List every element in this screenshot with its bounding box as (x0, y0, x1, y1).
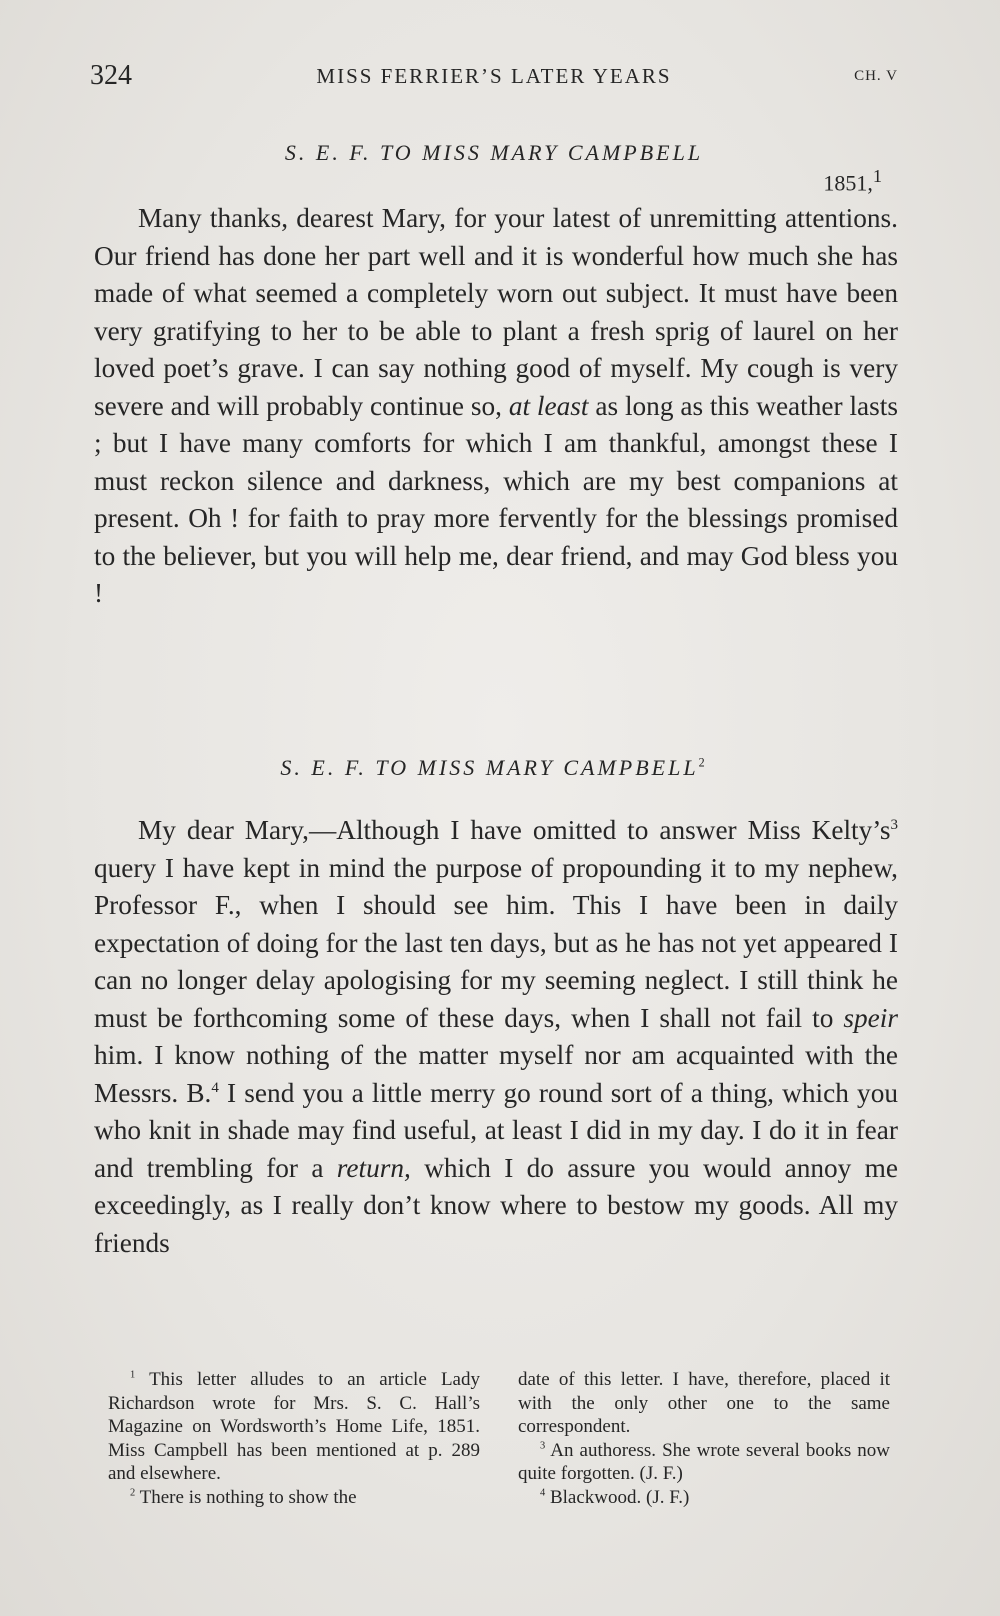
footnotes-right-column (518, 1368, 890, 1509)
emphasis-return: return, (336, 1152, 411, 1183)
letter2-body: My dear Mary,—Although I have omitted to answer Miss $Kelty’s^3$ query I have kept in mind the purpose of propounding it to my nephew, Professor F., when I should see him. This I have been in daily expectation of doing for the last ten days, but as he has not yet appeared I can no longer delay apologising for my seeming neglect. I still think he must be forthcoming some of these days, when I shall not fail to speir him. I know nothing of the matter myself nor am acquainted with the Messrs. B.$^4$ I send you a little merry go round sort of a thing, which you who knit in shade may find useful, at least I did in my day. I do it in fear and trembling for a return, which I do assure you would annoy me exceedingly, as I really don’t know where to bestow my goods. All my friends (94, 815, 899, 1258)
letter1-date: 1851,$^1$ (823, 166, 882, 196)
emphasis-speir: speir (843, 1002, 899, 1033)
footnotes-left-column (108, 1368, 480, 1509)
letter1-heading: S. E. F. TO MISS MARY CAMPBELL (284, 140, 704, 165)
footnote-3: $^3$ An authoress. She wrote several books now quite forgotten. (J. F.) (518, 1439, 891, 1484)
footnote-1: $^1$ This letter alludes to an article Lady Richardson wrote for Mrs. S. C. Hall’s Magazine on Wordsworth’s Home Life, 1851. Miss Campbell has been mentioned at p. 289 and elsewhere. (108, 1369, 480, 1484)
footnote-ref-1[interactable]: 1 (872, 166, 882, 186)
chapter-label: CH. V (854, 68, 898, 84)
letter1-body: Many thanks, dearest Mary, for your latest of unremitting attentions. Our friend has done her part well and it is wonderful how much she has made of what seemed a completely worn out subject. It must have been very gratifying to her to be able to plant a fresh sprig of laurel on her loved poet’s grave. I can say nothing good of myself. My cough is very severe and will probably continue so, at least as long as this weather lasts ; but I have many comforts for which I am thankful, amongst these I must reckon silence and darkness, which are my best companions at present. Oh ! for faith to pray more fervently for the blessings promised to the believer, but you will help me, dear friend, and may God bless you ! (94, 203, 898, 608)
footnote-4: $^4$ Blackwood. (J. F.) (540, 1486, 690, 1508)
page-number: 324 (90, 60, 132, 91)
footnote-ref-3[interactable]: 3 (890, 816, 898, 833)
running-title: MISS FERRIER’S LATER YEARS (316, 64, 672, 88)
page-header (90, 60, 898, 100)
footnote-2-continued: date of this letter. I have, therefore, placed it with the only other one to the same correspondent. (518, 1369, 890, 1437)
emphasis-at-least: at least (508, 390, 589, 421)
footnote-2-start: $^2$ There is nothing to show the (130, 1486, 357, 1508)
footnote-ref-2[interactable]: 2 (698, 755, 708, 770)
footnote-ref-4[interactable]: 4 (211, 1079, 219, 1096)
letter2-heading: S. E. F. TO MISS MARY CAMPBELL$^2$ (280, 755, 708, 780)
